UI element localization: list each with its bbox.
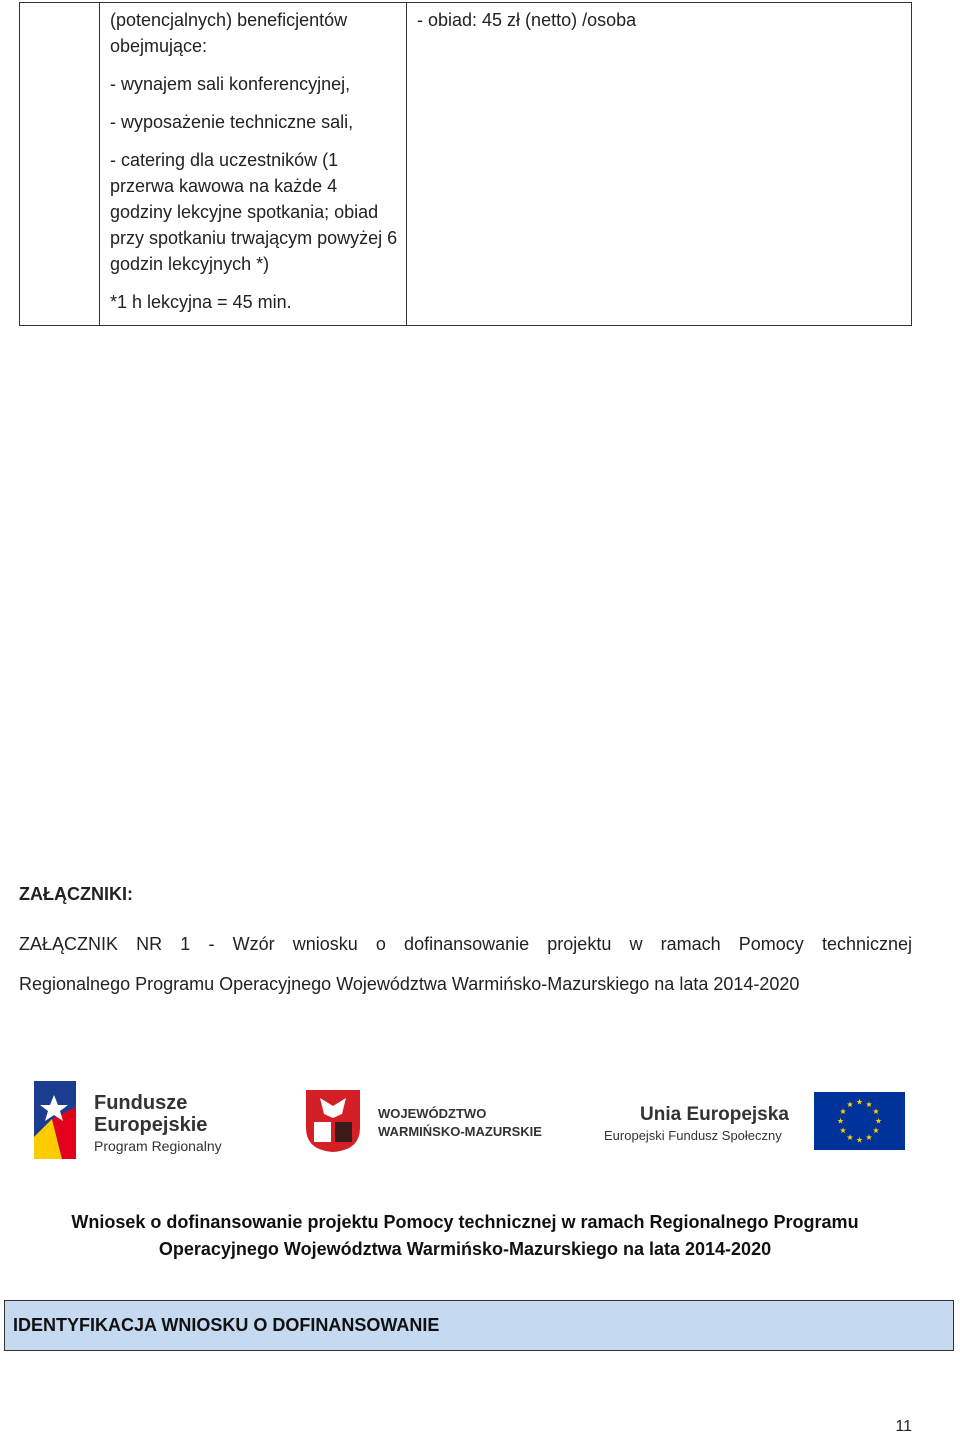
description-footnote: *1 h lekcyjna = 45 min.	[110, 292, 292, 312]
form-title-line-1: Wniosek o dofinansowanie projektu Pomocy technicznej w ramach Regionalnego Programu	[71, 1212, 859, 1232]
warminsko-mazurskie-logo	[304, 1088, 544, 1154]
unia-europejska-logo	[600, 1090, 905, 1152]
table-column-divider	[99, 3, 100, 325]
fe-logo-text-1: Fundusze	[94, 1092, 188, 1114]
attachment-item-line-1: ZAŁĄCZNIK NR 1 - Wzór wniosku o dofinansowanie projektu w ramach Pomocy technicznej	[19, 934, 912, 954]
coat-of-arms-right-field	[335, 1122, 352, 1142]
identification-section-header	[4, 1300, 954, 1351]
ue-logo-text-1: Unia Europejska	[640, 1104, 789, 1125]
description-paragraph: - wynajem sali konferencyjnej,	[110, 74, 351, 94]
identification-section-title: IDENTYFIKACJA WNIOSKU O DOFINANSOWANIE	[13, 1315, 440, 1335]
attachments-heading: ZAŁĄCZNIKI:	[19, 884, 133, 904]
page-number: 11	[895, 1418, 912, 1435]
coat-of-arms-left-field	[314, 1122, 331, 1142]
form-title-line-2: Operacyjnego Województwa Warmińsko-Mazurskiego na lata 2014-2020	[158, 1239, 772, 1259]
table-cell-description	[110, 7, 400, 327]
attachment-item-line-2: Regionalnego Programu Operacyjnego Województwa Warmińsko-Mazurskiego na lata 2014-2020	[19, 974, 800, 994]
table-cell-price: - obiad: 45 zł (netto) /osoba	[417, 10, 637, 30]
coat-of-arms-icon	[306, 1090, 360, 1152]
form-title	[0, 1209, 930, 1263]
fe-logo-text-2: Europejskie	[94, 1114, 208, 1136]
fundusze-europejskie-logo	[30, 1077, 240, 1163]
wm-logo-text-1: WOJEWÓDZTWO	[378, 1106, 487, 1121]
description-paragraph: - catering dla uczestników (1 przerwa kawowa na każde 4 godziny lekcyjne spotkania; obiad przy spotkaniu trwającym powyżej 6 godzin lekcyjnych *)	[110, 150, 398, 274]
fe-logo-text-3: Program Regionalny	[94, 1138, 222, 1154]
wm-logo-text-2: WARMIŃSKO-MAZURSKIE	[378, 1124, 542, 1139]
ue-logo-text-2: Europejski Fundusz Społeczny	[604, 1128, 782, 1143]
cost-table	[19, 2, 912, 326]
description-paragraph: - wyposażenie techniczne sali,	[110, 112, 354, 132]
description-paragraph: (potencjalnych) beneficjentów obejmujące:	[110, 10, 348, 56]
table-column-divider	[406, 3, 407, 325]
